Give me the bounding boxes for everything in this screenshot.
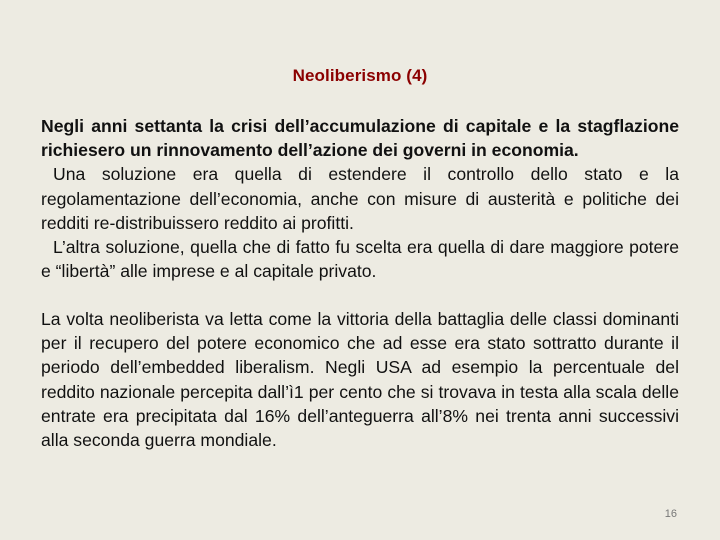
paragraph-neoliberal-turn: La volta neoliberista va letta come la vittoria della battaglia delle classi dominanti per il recupero del potere economico che ad esse era stato sottratto durante il periodo dell’embedded liberalism. Negli USA ad esempio la percentuale del reddito nazionale percepita dall’ì1 per cento che si trovava in testa alla scala delle entrate era precipitata dal 16% dell’anteguerra all’8% nei trenta anni successivi alla seconda guerra mondiale.	[41, 309, 679, 451]
slide-title: Neoliberismo (4)	[292, 66, 428, 85]
page-number: 16	[664, 508, 677, 520]
text-block-top	[41, 114, 679, 283]
text-block-bottom	[41, 307, 679, 452]
paragraph-intro: Negli anni settanta la crisi dell’accumulazione di capitale e la stagflazione richiesero un rinnovamento dell’azione dei governi in economia.	[41, 116, 679, 161]
paragraph-first-solution: Una soluzione era quella di estendere il controllo dello stato e la regolamentazione dell’economia, anche con misure di austerità e politiche dei redditi re-distribuissero reddito ai profitti.	[41, 164, 679, 233]
paragraph-second-solution: L’altra soluzione, quella che di fatto fu scelta era quella di dare maggiore potere e “libertà” alle imprese e al capitale privato.	[41, 237, 679, 282]
